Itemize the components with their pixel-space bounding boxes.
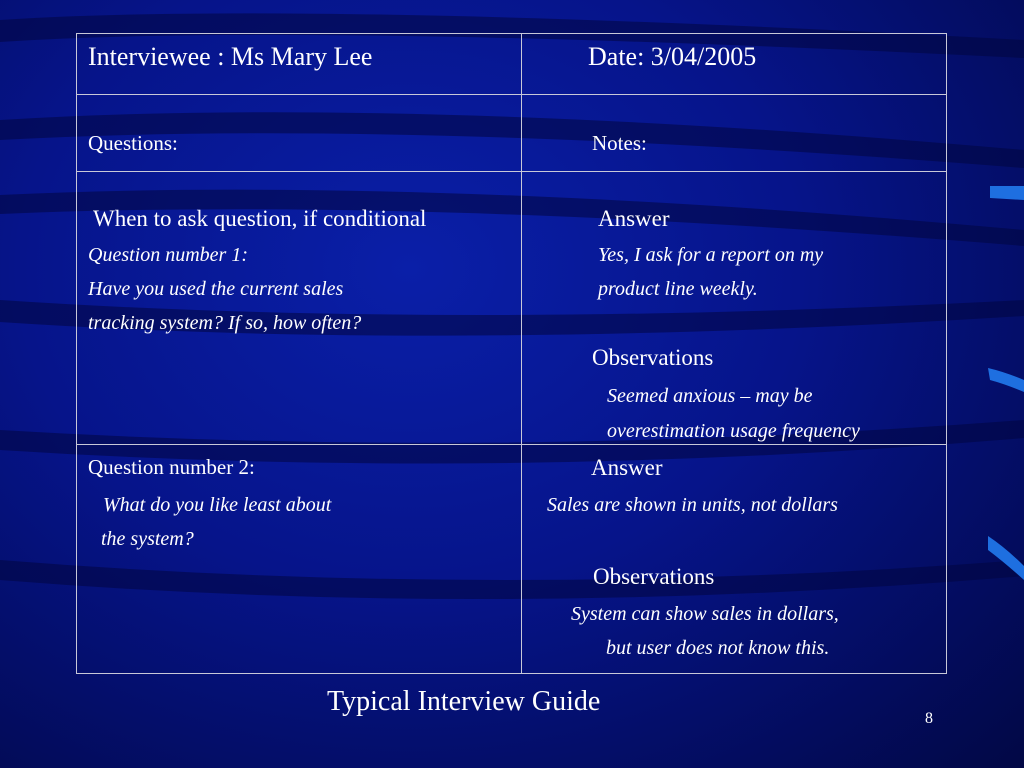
question-1-text-cont: tracking system? If so, how often? — [88, 312, 362, 334]
row-divider — [77, 444, 946, 445]
row-divider — [77, 94, 946, 95]
answer-2-label: Answer — [591, 455, 663, 480]
question-timing-note: When to ask question, if conditional — [93, 206, 427, 231]
date-label: Date: 3/04/2005 — [588, 42, 757, 71]
answer-1-label: Answer — [598, 206, 670, 231]
answer-1-text-cont: product line weekly. — [598, 278, 758, 300]
question-2-label: Question number 2: — [88, 455, 255, 479]
observations-2-text-cont: but user does not know this. — [606, 637, 830, 659]
interview-table — [76, 33, 947, 674]
slide-caption: Typical Interview Guide — [327, 686, 601, 717]
question-2-text: What do you like least about — [103, 494, 332, 516]
observations-1-label: Observations — [592, 345, 714, 370]
observations-2-label: Observations — [593, 564, 715, 589]
question-1-label: Question number 1: — [88, 244, 248, 266]
question-2-text-cont: the system? — [101, 528, 194, 550]
row-divider — [77, 171, 946, 172]
column-divider — [521, 34, 522, 673]
observations-1-text-cont: overestimation usage frequency — [607, 420, 860, 442]
questions-header: Questions: — [88, 131, 178, 155]
observations-1-text: Seemed anxious – may be — [607, 385, 813, 407]
interviewee-label: Interviewee : Ms Mary Lee — [88, 42, 373, 71]
answer-1-text: Yes, I ask for a report on my — [598, 244, 824, 266]
page-number: 8 — [925, 710, 933, 727]
answer-2-text: Sales are shown in units, not dollars — [547, 494, 838, 516]
notes-header: Notes: — [592, 131, 647, 155]
observations-2-text: System can show sales in dollars, — [571, 603, 839, 625]
question-1-text: Have you used the current sales — [88, 278, 344, 300]
